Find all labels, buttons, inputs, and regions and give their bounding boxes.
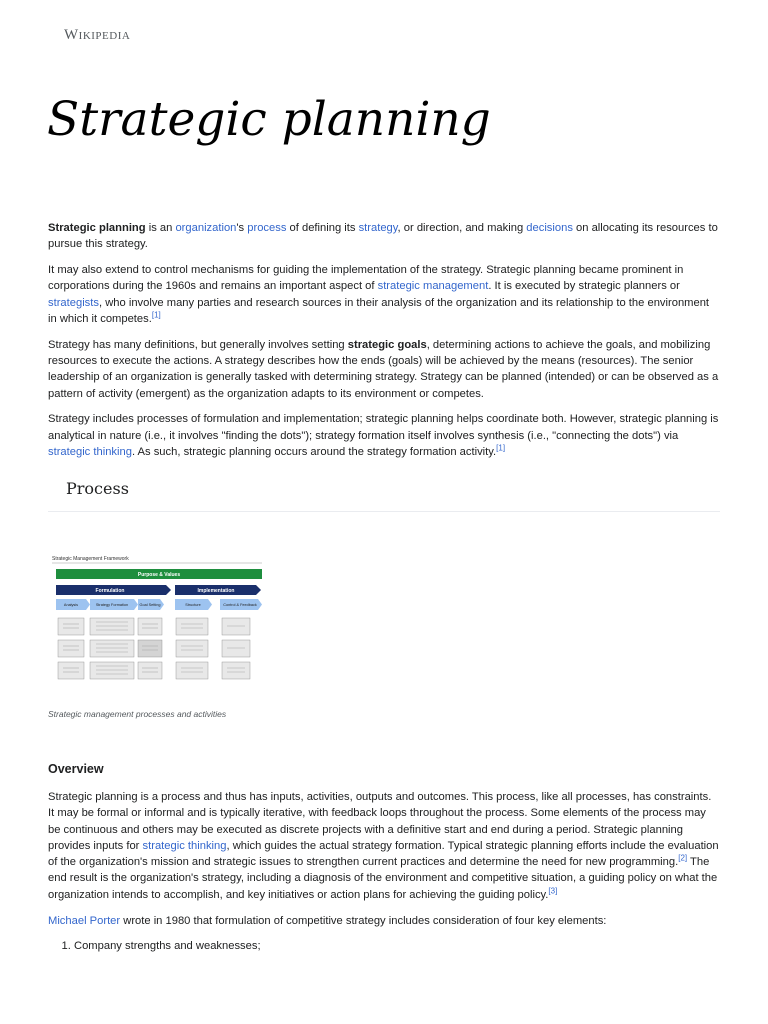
- link-process[interactable]: process: [247, 222, 287, 234]
- link-decisions[interactable]: decisions: [526, 222, 573, 234]
- text: 's: [236, 222, 248, 234]
- formulation-label: Formulation: [95, 588, 125, 594]
- subsection-heading-overview: Overview: [48, 762, 104, 776]
- overview-paragraph-2: [48, 913, 720, 929]
- text: Strategy includes processes of formulation and implementation; strategic planning helps coordinate both. However, strategic planning is analytical in nature (i.e., it involves "finding the dots"); strategy formation itself involves synthesis (i.e., "connecting the dots") via: [48, 413, 719, 442]
- diagram-title: Strategic Management Framework: [52, 556, 129, 562]
- strategy-framework-diagram[interactable]: [48, 554, 266, 682]
- list-item: 1. Company strengths and weaknesses;: [74, 938, 720, 954]
- step-label-strategy-formation: Strategy Formation: [95, 603, 129, 607]
- text: It may also extend to control mechanisms for guiding the implementation of the strategy. Strategic planning became prominent in corporations during the 1960s and remains an important aspect of: [48, 264, 684, 293]
- framework-diagram-svg: [48, 554, 266, 682]
- reference-link[interactable]: [3]: [548, 886, 558, 896]
- text: , who involve many parties and research sources in their analysis of the organization and its relationship to the environment in which it competes.: [48, 296, 710, 325]
- reference-link[interactable]: [2]: [678, 853, 688, 863]
- intro-paragraph-4: [48, 411, 720, 460]
- activity-box-highlight: [138, 640, 162, 657]
- article-intro: [48, 220, 720, 470]
- text: of defining its: [286, 222, 359, 234]
- text: , which guides the actual strategy formation. Typical strategic planning efforts include the evaluation of the organization's mission and strategic issues to strengthen current practices and determine the need for new programming.: [48, 839, 719, 869]
- implementation-label: Implementation: [197, 588, 235, 594]
- bold-term: Strategic planning: [48, 222, 146, 234]
- key-elements-list: [48, 938, 720, 954]
- section-heading-text: Process: [66, 479, 129, 498]
- intro-paragraph-3: [48, 337, 720, 402]
- intro-paragraph-2: [48, 262, 720, 327]
- text: is an: [145, 222, 176, 234]
- reference-link[interactable]: [1]: [496, 443, 506, 453]
- text: , determining actions to achieve the goals, and mobilizing resources to execute the actions. A strategy describes how the ends (goals) will be achieved by the means (resources). The senior leadership of an organization is generally tasked with determining strategy. Strategy can be planned (intended) or can be observed as a pattern of activity (emergent) as the organization adapts to its environment or competes.: [48, 338, 719, 400]
- step-label-structure: Structure: [185, 603, 201, 607]
- intro-paragraph-1: [48, 220, 720, 253]
- link-organization[interactable]: organization: [175, 222, 237, 234]
- text: Strategic planning is a process and thus has inputs, activities, outputs and outcomes. This process, like all processes, has constraints. It may be formal or informal and is typically iterative, with feedback loops throughout the process. Some elements of the process may be continuous and others may be executed as discrete projects with a definitive start and end during a period. Strategic planning provides inputs for: [48, 791, 712, 852]
- wikipedia-wordmark[interactable]: [64, 27, 130, 44]
- text: wrote in 1980 that formulation of competitive strategy includes consideration of four key elements:: [120, 914, 607, 927]
- page-title: Strategic planning: [47, 92, 491, 147]
- text: on allocating its resources to pursue this strategy.: [48, 222, 718, 251]
- overview-content: [48, 789, 720, 955]
- wordmark-text: Wikipedia: [64, 27, 131, 43]
- text: The end result is the organization's strategy, including a diagnosis of the environment and competitive situation, a guiding policy on what the organization intends to accomplish, and key initiatives or action plans for achieving the guiding policy.: [48, 856, 718, 901]
- step-label-control-feedback: Control & Feedback: [223, 603, 257, 607]
- link-strategic-thinking[interactable]: strategic thinking: [48, 446, 132, 459]
- link-strategists[interactable]: strategists: [48, 296, 99, 309]
- link-strategic-management[interactable]: strategic management: [377, 280, 489, 293]
- overview-paragraph-1: [48, 789, 720, 903]
- purpose-banner-label: Purpose & Values: [137, 572, 181, 578]
- section-heading: [48, 479, 720, 512]
- text: , or direction, and making: [397, 222, 527, 234]
- link-strategy[interactable]: strategy: [358, 222, 398, 234]
- text: . It is executed by strategic planners or: [488, 280, 680, 293]
- reference-link[interactable]: [1]: [151, 310, 161, 320]
- text: Strategy has many definitions, but generally involves setting: [48, 338, 348, 351]
- link-strategic-thinking[interactable]: strategic thinking: [142, 839, 227, 852]
- step-label-goal-setting: Goal Setting: [139, 603, 161, 607]
- link-michael-porter[interactable]: Michael Porter: [48, 914, 121, 927]
- figure-caption: Strategic management processes and activities: [48, 709, 227, 719]
- bold-term: strategic goals: [347, 338, 427, 351]
- text: . As such, strategic planning occurs around the strategy formation activity.: [131, 446, 497, 459]
- step-label-analysis: Analysis: [63, 603, 79, 607]
